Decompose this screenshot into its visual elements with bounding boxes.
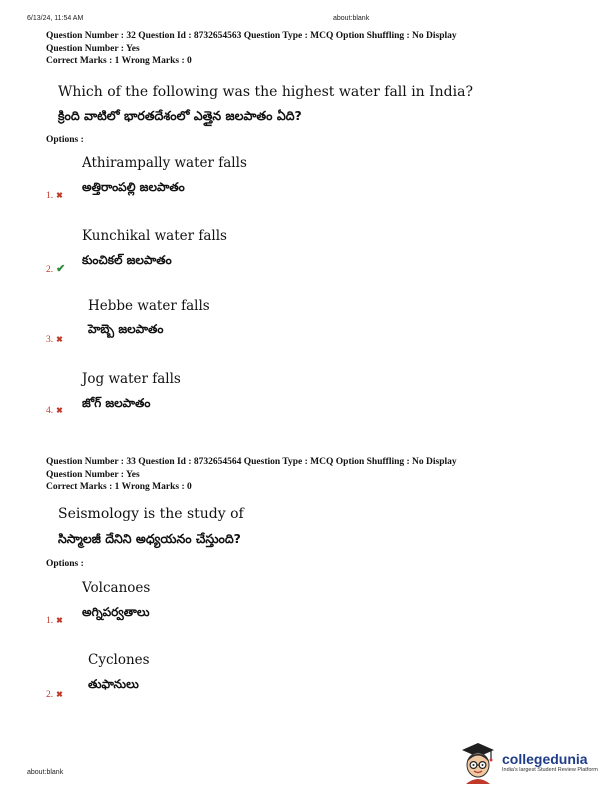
q32-option-4-te: జోగ్ జలపాతం: [82, 396, 151, 410]
wrong-icon: ✖: [56, 335, 63, 344]
q33-option-2-en: Cyclones: [88, 652, 150, 668]
q32-option-1-marker: [46, 191, 63, 201]
q32-meta: [46, 30, 457, 68]
wrong-icon: ✖: [56, 690, 63, 699]
brand-name: collegedunia: [502, 751, 588, 767]
q33-question-en: Seismology is the study of: [58, 506, 244, 522]
q33-meta: [46, 456, 457, 494]
brand-tagline: India's largest Student Review Platform: [502, 767, 598, 773]
q32-option-4-marker: [46, 406, 63, 416]
print-url: about:blank: [333, 15, 370, 22]
q33-meta-line2: Question Number : Yes: [46, 469, 140, 480]
q32-option-3-en: Hebbe water falls: [88, 298, 210, 314]
mascot-icon: [458, 740, 498, 784]
q32-option-1-en: Athirampally water falls: [82, 155, 247, 171]
print-datetime: 6/13/24, 11:54 AM: [27, 15, 84, 22]
q33-meta-line3: Correct Marks : 1 Wrong Marks : 0: [46, 482, 192, 492]
q32-option-2-en: Kunchikal water falls: [82, 228, 227, 244]
q33-option-2-te: తుఫానులు: [88, 677, 139, 691]
q32-meta-line2: Question Number : Yes: [46, 43, 140, 54]
q32-question-te: క్రింది వాటిలో భారతదేశంలో ఎత్తైన జలపాతం ఏది?: [58, 108, 302, 123]
brand-text: [502, 751, 598, 773]
q32-meta-line1: Question Number : 32 Question Id : 8732654563 Question Type : MCQ Option Shuffling : No Display: [46, 31, 457, 41]
q32-option-2-marker: [46, 262, 65, 275]
wrong-icon: ✖: [56, 616, 63, 625]
q33-option-1-marker: [46, 616, 63, 626]
print-footer-url: about:blank: [27, 769, 64, 776]
option-number: 1.: [46, 191, 54, 201]
option-number: 1.: [46, 616, 54, 626]
option-number: 2.: [46, 690, 54, 700]
correct-check-icon: ✔: [56, 263, 66, 275]
wrong-icon: ✖: [56, 406, 63, 415]
q32-option-1-te: అత్తిరాంపల్లి జలపాతం: [82, 180, 185, 194]
q33-option-1-en: Volcanoes: [82, 580, 151, 596]
q33-meta-line1: Question Number : 33 Question Id : 8732654564 Question Type : MCQ Option Shuffling : No Display: [46, 457, 457, 467]
q33-question-te: సిస్మాలజీ దేనిని అధ్యయనం చేస్తుంది?: [58, 531, 241, 546]
option-number: 2.: [46, 265, 54, 275]
q32-meta-line3: Correct Marks : 1 Wrong Marks : 0: [46, 56, 192, 66]
q32-options-label: Options :: [46, 135, 84, 145]
q32-option-4-en: Jog water falls: [82, 371, 181, 387]
q33-options-label: Options :: [46, 559, 84, 569]
option-number: 4.: [46, 406, 54, 416]
collegedunia-logo: [458, 740, 608, 784]
q32-question-en: Which of the following was the highest water fall in India?: [58, 84, 473, 100]
q32-option-2-te: కుంచికల్ జలపాతం: [82, 253, 172, 267]
q32-option-3-marker: [46, 335, 63, 345]
q32-option-3-te: హెబ్బె జలపాతం: [88, 322, 164, 336]
q33-option-1-te: అగ్నిపర్వతాలు: [82, 605, 150, 619]
wrong-icon: ✖: [56, 191, 63, 200]
option-number: 3.: [46, 335, 54, 345]
q33-option-2-marker: [46, 690, 63, 700]
